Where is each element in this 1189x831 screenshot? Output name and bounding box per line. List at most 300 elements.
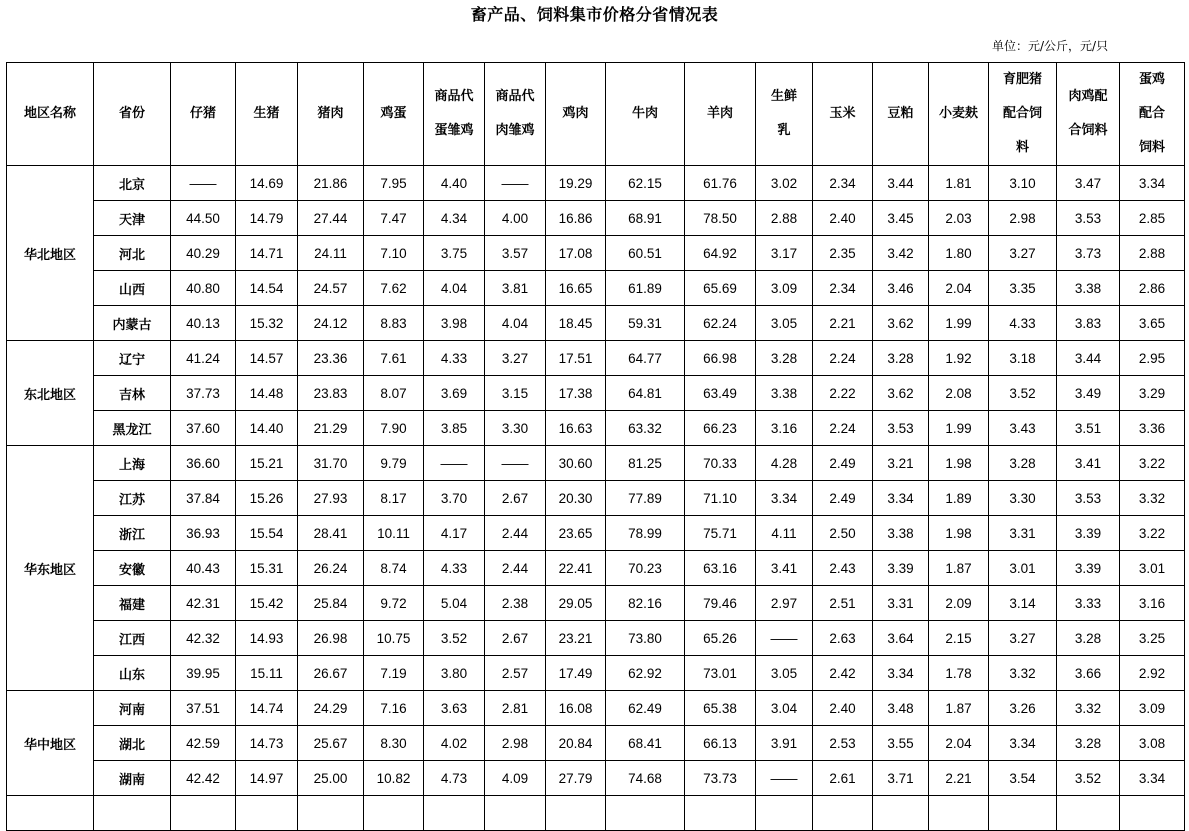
- price-cell: 14.79: [236, 201, 298, 236]
- price-cell: 27.93: [298, 481, 364, 516]
- price-cell: 81.25: [606, 446, 685, 481]
- price-cell: 23.65: [546, 516, 606, 551]
- price-cell: 2.49: [813, 446, 873, 481]
- price-cell: 7.16: [364, 691, 424, 726]
- price-cell: 2.53: [813, 726, 873, 761]
- price-cell: 3.34: [989, 726, 1057, 761]
- price-cell: 62.92: [606, 656, 685, 691]
- price-cell: 3.62: [873, 306, 929, 341]
- province-cell: 天津: [94, 201, 171, 236]
- price-cell: [236, 796, 298, 831]
- province-cell: 江苏: [94, 481, 171, 516]
- price-cell: 37.84: [171, 481, 236, 516]
- price-cell: 3.14: [989, 586, 1057, 621]
- price-cell: 70.23: [606, 551, 685, 586]
- column-header-line: 料: [1015, 140, 1029, 155]
- price-cell: 15.31: [236, 551, 298, 586]
- price-cell: 40.13: [171, 306, 236, 341]
- price-cell: 64.77: [606, 341, 685, 376]
- price-cell: 2.57: [485, 656, 546, 691]
- column-header: [94, 63, 171, 166]
- price-cell: 2.04: [929, 726, 989, 761]
- region-name-cell: [7, 796, 94, 831]
- price-cell: 1.87: [929, 551, 989, 586]
- price-cell: 75.71: [685, 516, 756, 551]
- column-header: [989, 63, 1057, 166]
- column-header: [546, 63, 606, 166]
- price-cell: 4.09: [485, 761, 546, 796]
- column-header: [756, 63, 813, 166]
- price-cell: 2.09: [929, 586, 989, 621]
- price-cell: 3.22: [1120, 446, 1185, 481]
- price-cell: 3.54: [989, 761, 1057, 796]
- price-cell: 3.41: [756, 551, 813, 586]
- price-cell: 7.19: [364, 656, 424, 691]
- table-row: [7, 306, 1185, 341]
- price-cell: 3.15: [485, 376, 546, 411]
- price-cell: 62.24: [685, 306, 756, 341]
- price-cell: 3.21: [873, 446, 929, 481]
- price-cell: 3.69: [424, 376, 485, 411]
- price-cell: 2.85: [1120, 201, 1185, 236]
- price-cell: 59.31: [606, 306, 685, 341]
- table-row: [7, 271, 1185, 306]
- province-cell: 黑龙江: [94, 411, 171, 446]
- price-cell: 17.38: [546, 376, 606, 411]
- page-title: 畜产品、饲料集市价格分省情况表: [470, 5, 719, 24]
- price-cell: 3.66: [1057, 656, 1120, 691]
- price-cell: 23.36: [298, 341, 364, 376]
- price-cell: 3.34: [873, 481, 929, 516]
- price-cell: 8.30: [364, 726, 424, 761]
- price-cell: 63.32: [606, 411, 685, 446]
- unit-note: 单位：元/公斤，元/只: [992, 39, 1109, 53]
- price-cell: 22.41: [546, 551, 606, 586]
- price-cell: [364, 796, 424, 831]
- price-cell: 3.47: [1057, 166, 1120, 201]
- price-cell: 63.16: [685, 551, 756, 586]
- price-cell: 3.09: [1120, 691, 1185, 726]
- price-cell: 3.49: [1057, 376, 1120, 411]
- price-cell: 3.39: [873, 551, 929, 586]
- price-cell: 1.92: [929, 341, 989, 376]
- price-cell: 70.33: [685, 446, 756, 481]
- column-header: [873, 63, 929, 166]
- price-cell: 24.12: [298, 306, 364, 341]
- province-cell: 福建: [94, 586, 171, 621]
- price-cell: [813, 796, 873, 831]
- price-cell: 3.91: [756, 726, 813, 761]
- price-cell: 2.15: [929, 621, 989, 656]
- column-header: [606, 63, 685, 166]
- price-cell: 3.39: [1057, 551, 1120, 586]
- column-header: [171, 63, 236, 166]
- price-cell: 39.95: [171, 656, 236, 691]
- price-cell: 2.86: [1120, 271, 1185, 306]
- price-cell: 3.01: [1120, 551, 1185, 586]
- price-cell: 3.22: [1120, 516, 1185, 551]
- price-cell: 8.74: [364, 551, 424, 586]
- price-cell: [424, 796, 485, 831]
- table-row: [7, 691, 1185, 726]
- price-cell: 17.51: [546, 341, 606, 376]
- price-cell: 3.25: [1120, 621, 1185, 656]
- price-cell: 44.50: [171, 201, 236, 236]
- price-cell: 2.63: [813, 621, 873, 656]
- price-cell: 3.34: [756, 481, 813, 516]
- price-cell: 14.57: [236, 341, 298, 376]
- price-cell: 4.73: [424, 761, 485, 796]
- province-cell: 上海: [94, 446, 171, 481]
- price-cell: 3.75: [424, 236, 485, 271]
- price-cell: 3.34: [1120, 761, 1185, 796]
- price-cell: 2.08: [929, 376, 989, 411]
- price-cell: [606, 796, 685, 831]
- price-cell: 3.34: [873, 656, 929, 691]
- price-cell: 2.49: [813, 481, 873, 516]
- price-cell: 3.05: [756, 306, 813, 341]
- price-cell: 14.73: [236, 726, 298, 761]
- table-row: [7, 446, 1185, 481]
- price-cell: 40.29: [171, 236, 236, 271]
- price-cell: 4.04: [424, 271, 485, 306]
- price-cell: 61.76: [685, 166, 756, 201]
- price-cell: 2.42: [813, 656, 873, 691]
- price-cell: 74.68: [606, 761, 685, 796]
- price-cell: 77.89: [606, 481, 685, 516]
- price-cell: 5.04: [424, 586, 485, 621]
- table-row: [7, 481, 1185, 516]
- province-cell: 湖南: [94, 761, 171, 796]
- price-cell: 3.28: [989, 446, 1057, 481]
- column-header-line: 饲料: [1138, 140, 1165, 155]
- price-cell: 3.18: [989, 341, 1057, 376]
- price-cell: 26.98: [298, 621, 364, 656]
- price-cell: 3.28: [873, 341, 929, 376]
- price-cell: 78.50: [685, 201, 756, 236]
- price-cell: 14.40: [236, 411, 298, 446]
- price-cell: 29.05: [546, 586, 606, 621]
- price-cell: 2.24: [813, 341, 873, 376]
- price-cell: 28.41: [298, 516, 364, 551]
- price-cell: 3.73: [1057, 236, 1120, 271]
- price-cell: 2.24: [813, 411, 873, 446]
- price-cell: 73.01: [685, 656, 756, 691]
- region-name-cell: 华北地区: [7, 166, 94, 341]
- column-header: [424, 63, 485, 166]
- price-cell: 3.51: [1057, 411, 1120, 446]
- price-cell: 62.15: [606, 166, 685, 201]
- price-cell: 37.73: [171, 376, 236, 411]
- price-cell: 3.44: [1057, 341, 1120, 376]
- table-row: [7, 201, 1185, 236]
- price-cell: [989, 796, 1057, 831]
- price-cell: 14.74: [236, 691, 298, 726]
- column-header: [485, 63, 546, 166]
- column-header-line: 育肥猪: [1002, 72, 1042, 87]
- price-cell: 3.30: [989, 481, 1057, 516]
- column-header-line: 配合饲: [1002, 106, 1042, 121]
- price-cell: 21.29: [298, 411, 364, 446]
- column-header: [929, 63, 989, 166]
- price-cell: [485, 796, 546, 831]
- price-cell: 1.99: [929, 411, 989, 446]
- column-header-line: 小麦麸: [938, 106, 978, 121]
- price-cell: 37.60: [171, 411, 236, 446]
- price-cell: 3.28: [1057, 726, 1120, 761]
- price-cell: 73.80: [606, 621, 685, 656]
- price-cell: 1.99: [929, 306, 989, 341]
- table-row: [7, 621, 1185, 656]
- price-cell: 3.04: [756, 691, 813, 726]
- price-cell: 14.97: [236, 761, 298, 796]
- table-body: [7, 166, 1185, 831]
- price-cell: 30.60: [546, 446, 606, 481]
- price-cell: 3.16: [1120, 586, 1185, 621]
- price-cell: 3.34: [1120, 166, 1185, 201]
- price-cell: 3.31: [873, 586, 929, 621]
- column-header: [813, 63, 873, 166]
- price-cell: 14.93: [236, 621, 298, 656]
- price-cell: 3.35: [989, 271, 1057, 306]
- price-cell: 3.01: [989, 551, 1057, 586]
- column-header-line: 仔猪: [189, 106, 216, 121]
- price-cell: 3.83: [1057, 306, 1120, 341]
- price-cell: 3.27: [989, 236, 1057, 271]
- price-cell: 66.13: [685, 726, 756, 761]
- price-cell: 3.70: [424, 481, 485, 516]
- price-cell: [1057, 796, 1120, 831]
- price-cell: 42.59: [171, 726, 236, 761]
- price-cell: 2.34: [813, 166, 873, 201]
- price-cell: 41.24: [171, 341, 236, 376]
- table-row: [7, 656, 1185, 691]
- price-cell: 3.31: [989, 516, 1057, 551]
- price-cell: 82.16: [606, 586, 685, 621]
- price-cell: 26.67: [298, 656, 364, 691]
- column-header: [7, 63, 94, 166]
- column-header-line: 合饲料: [1068, 123, 1108, 138]
- price-cell: 3.38: [1057, 271, 1120, 306]
- price-cell: 2.92: [1120, 656, 1185, 691]
- price-cell: 3.53: [1057, 481, 1120, 516]
- province-cell: 北京: [94, 166, 171, 201]
- price-cell: 18.45: [546, 306, 606, 341]
- price-cell: 3.08: [1120, 726, 1185, 761]
- price-cell: 9.79: [364, 446, 424, 481]
- price-cell: 3.45: [873, 201, 929, 236]
- price-cell: 42.42: [171, 761, 236, 796]
- price-cell: 3.46: [873, 271, 929, 306]
- price-cell: 3.52: [989, 376, 1057, 411]
- table-row: [7, 376, 1185, 411]
- price-cell: [1120, 796, 1185, 831]
- price-cell: 3.42: [873, 236, 929, 271]
- price-cell: 2.03: [929, 201, 989, 236]
- price-cell: 42.32: [171, 621, 236, 656]
- price-cell: 3.32: [989, 656, 1057, 691]
- price-cell: 3.41: [1057, 446, 1120, 481]
- table-row: [7, 586, 1185, 621]
- price-cell: 79.46: [685, 586, 756, 621]
- column-header: [364, 63, 424, 166]
- column-header-line: 肉鸡配: [1068, 89, 1108, 104]
- price-cell: 2.97: [756, 586, 813, 621]
- price-cell: 15.32: [236, 306, 298, 341]
- price-cell: 7.90: [364, 411, 424, 446]
- price-cell: 3.27: [485, 341, 546, 376]
- price-cell: 2.88: [756, 201, 813, 236]
- price-cell: 27.44: [298, 201, 364, 236]
- price-cell: 2.44: [485, 551, 546, 586]
- price-cell: 24.29: [298, 691, 364, 726]
- price-cell: 2.34: [813, 271, 873, 306]
- price-cell: 3.36: [1120, 411, 1185, 446]
- price-cell: 42.31: [171, 586, 236, 621]
- price-cell: 2.88: [1120, 236, 1185, 271]
- price-cell: 1.98: [929, 516, 989, 551]
- price-cell: 8.17: [364, 481, 424, 516]
- price-cell: 3.30: [485, 411, 546, 446]
- price-cell: 3.64: [873, 621, 929, 656]
- price-cell: 3.80: [424, 656, 485, 691]
- price-cell: 1.78: [929, 656, 989, 691]
- price-cell: 68.41: [606, 726, 685, 761]
- price-cell: 14.54: [236, 271, 298, 306]
- column-header-line: 省份: [118, 106, 145, 121]
- column-header-line: 乳: [777, 123, 791, 138]
- price-cell: 2.21: [813, 306, 873, 341]
- price-cell: 4.02: [424, 726, 485, 761]
- price-cell: 61.89: [606, 271, 685, 306]
- price-cell: 4.00: [485, 201, 546, 236]
- price-cell: 2.67: [485, 481, 546, 516]
- column-header: [1057, 63, 1120, 166]
- price-cell: 2.40: [813, 691, 873, 726]
- price-cell: 3.39: [1057, 516, 1120, 551]
- price-cell: 3.52: [424, 621, 485, 656]
- province-cell: [94, 796, 171, 831]
- price-cell: 2.21: [929, 761, 989, 796]
- price-cell: 65.69: [685, 271, 756, 306]
- column-header-line: 玉米: [829, 106, 856, 121]
- price-cell: 71.10: [685, 481, 756, 516]
- price-cell: 3.65: [1120, 306, 1185, 341]
- table-row: [7, 166, 1185, 201]
- price-cell: 36.93: [171, 516, 236, 551]
- column-header-line: 商品代: [495, 89, 535, 104]
- price-cell: 7.62: [364, 271, 424, 306]
- price-cell: 23.21: [546, 621, 606, 656]
- price-cell: 8.07: [364, 376, 424, 411]
- table-row: [7, 341, 1185, 376]
- province-cell: 内蒙古: [94, 306, 171, 341]
- price-cell: 66.98: [685, 341, 756, 376]
- price-cell: 3.55: [873, 726, 929, 761]
- price-cell: 16.08: [546, 691, 606, 726]
- price-cell: 15.26: [236, 481, 298, 516]
- table-row: [7, 796, 1185, 831]
- price-cell: 14.71: [236, 236, 298, 271]
- price-cell: 2.44: [485, 516, 546, 551]
- price-cell: 4.04: [485, 306, 546, 341]
- price-cell: 2.98: [485, 726, 546, 761]
- price-cell: 64.92: [685, 236, 756, 271]
- province-cell: 湖北: [94, 726, 171, 761]
- price-cell: 3.44: [873, 166, 929, 201]
- price-cell: 63.49: [685, 376, 756, 411]
- price-cell: 65.26: [685, 621, 756, 656]
- price-cell: [685, 796, 756, 831]
- price-cell: 3.05: [756, 656, 813, 691]
- price-cell: 2.50: [813, 516, 873, 551]
- province-cell: 山西: [94, 271, 171, 306]
- table-row: [7, 551, 1185, 586]
- price-cell: 62.49: [606, 691, 685, 726]
- price-cell: 31.70: [298, 446, 364, 481]
- column-header: [685, 63, 756, 166]
- price-cell: 16.86: [546, 201, 606, 236]
- price-cell: 3.32: [1120, 481, 1185, 516]
- price-cell: 4.17: [424, 516, 485, 551]
- price-cell: 4.11: [756, 516, 813, 551]
- price-cell: 3.98: [424, 306, 485, 341]
- price-cell: 3.17: [756, 236, 813, 271]
- price-cell: 15.42: [236, 586, 298, 621]
- column-header-line: 地区名称: [23, 106, 76, 121]
- price-cell: 3.29: [1120, 376, 1185, 411]
- province-cell: 浙江: [94, 516, 171, 551]
- price-cell: 2.81: [485, 691, 546, 726]
- price-cell: 26.24: [298, 551, 364, 586]
- price-cell: 25.00: [298, 761, 364, 796]
- price-cell: 15.54: [236, 516, 298, 551]
- price-cell: ——: [171, 166, 236, 201]
- price-cell: 3.38: [873, 516, 929, 551]
- price-cell: ——: [756, 621, 813, 656]
- price-cell: 3.57: [485, 236, 546, 271]
- table-row: [7, 236, 1185, 271]
- price-cell: 17.49: [546, 656, 606, 691]
- price-cell: 68.91: [606, 201, 685, 236]
- price-cell: 3.53: [873, 411, 929, 446]
- price-cell: 64.81: [606, 376, 685, 411]
- price-cell: 3.33: [1057, 586, 1120, 621]
- price-cell: 10.75: [364, 621, 424, 656]
- province-cell: 安徽: [94, 551, 171, 586]
- price-cell: 2.51: [813, 586, 873, 621]
- price-cell: [546, 796, 606, 831]
- price-cell: 7.10: [364, 236, 424, 271]
- price-cell: 2.22: [813, 376, 873, 411]
- price-cell: 2.38: [485, 586, 546, 621]
- province-cell: 河北: [94, 236, 171, 271]
- column-header-line: 肉雏鸡: [495, 123, 535, 138]
- price-cell: 25.67: [298, 726, 364, 761]
- price-cell: 3.10: [989, 166, 1057, 201]
- price-cell: 3.09: [756, 271, 813, 306]
- region-name-cell: 华中地区: [7, 691, 94, 796]
- price-cell: [171, 796, 236, 831]
- price-cell: 3.81: [485, 271, 546, 306]
- price-cell: 24.11: [298, 236, 364, 271]
- column-header-line: 蛋鸡: [1138, 72, 1165, 87]
- price-cell: [873, 796, 929, 831]
- price-cell: 36.60: [171, 446, 236, 481]
- price-cell: 24.57: [298, 271, 364, 306]
- column-header-line: 配合: [1138, 106, 1165, 121]
- price-cell: 3.16: [756, 411, 813, 446]
